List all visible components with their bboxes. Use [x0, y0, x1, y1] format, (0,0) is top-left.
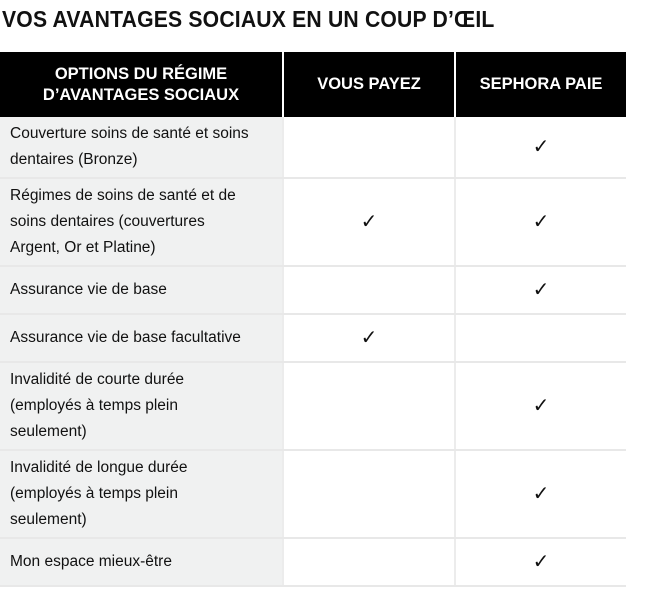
you-pay-check: ✓: [283, 178, 455, 266]
you-pay-check: [283, 450, 455, 538]
you-pay-check: ✓: [283, 314, 455, 362]
row-label: Assurance vie de base: [0, 266, 283, 314]
table-row: [0, 178, 626, 266]
sephora-pays-check: ✓: [455, 117, 626, 178]
table-row: [0, 117, 626, 178]
row-label: Invalidité de longue durée (employés à temps plein seulement): [0, 450, 283, 538]
table-row: [0, 450, 626, 538]
sephora-pays-check: ✓: [455, 450, 626, 538]
row-label: Régimes de soins de santé et de soins dentaires (couvertures Argent, Or et Platine): [0, 178, 283, 266]
row-label: Mon espace mieux-être: [0, 538, 283, 586]
header-you-pay: VOUS PAYEZ: [283, 52, 455, 117]
you-pay-check: [283, 362, 455, 450]
header-sephora-pays: SEPHORA PAIE: [455, 52, 626, 117]
you-pay-check: [283, 538, 455, 586]
table-row: [0, 538, 626, 586]
row-label: Couverture soins de santé et soins dentaires (Bronze): [0, 117, 283, 178]
sephora-pays-check: [455, 314, 626, 362]
benefits-table: [0, 52, 626, 587]
table-header-row: [0, 52, 626, 117]
page-title: VOS AVANTAGES SOCIAUX EN UN COUP D’ŒIL: [2, 6, 495, 32]
header-options: OPTIONS DU RÉGIME D’AVANTAGES SOCIAUX: [0, 52, 283, 117]
sephora-pays-check: ✓: [455, 266, 626, 314]
sephora-pays-check: ✓: [455, 538, 626, 586]
you-pay-check: [283, 266, 455, 314]
sephora-pays-check: ✓: [455, 362, 626, 450]
table-row: [0, 266, 626, 314]
table-row: [0, 314, 626, 362]
table-row: [0, 362, 626, 450]
row-label: Assurance vie de base facultative: [0, 314, 283, 362]
you-pay-check: [283, 117, 455, 178]
sephora-pays-check: ✓: [455, 178, 626, 266]
row-label: Invalidité de courte durée (employés à temps plein seulement): [0, 362, 283, 450]
